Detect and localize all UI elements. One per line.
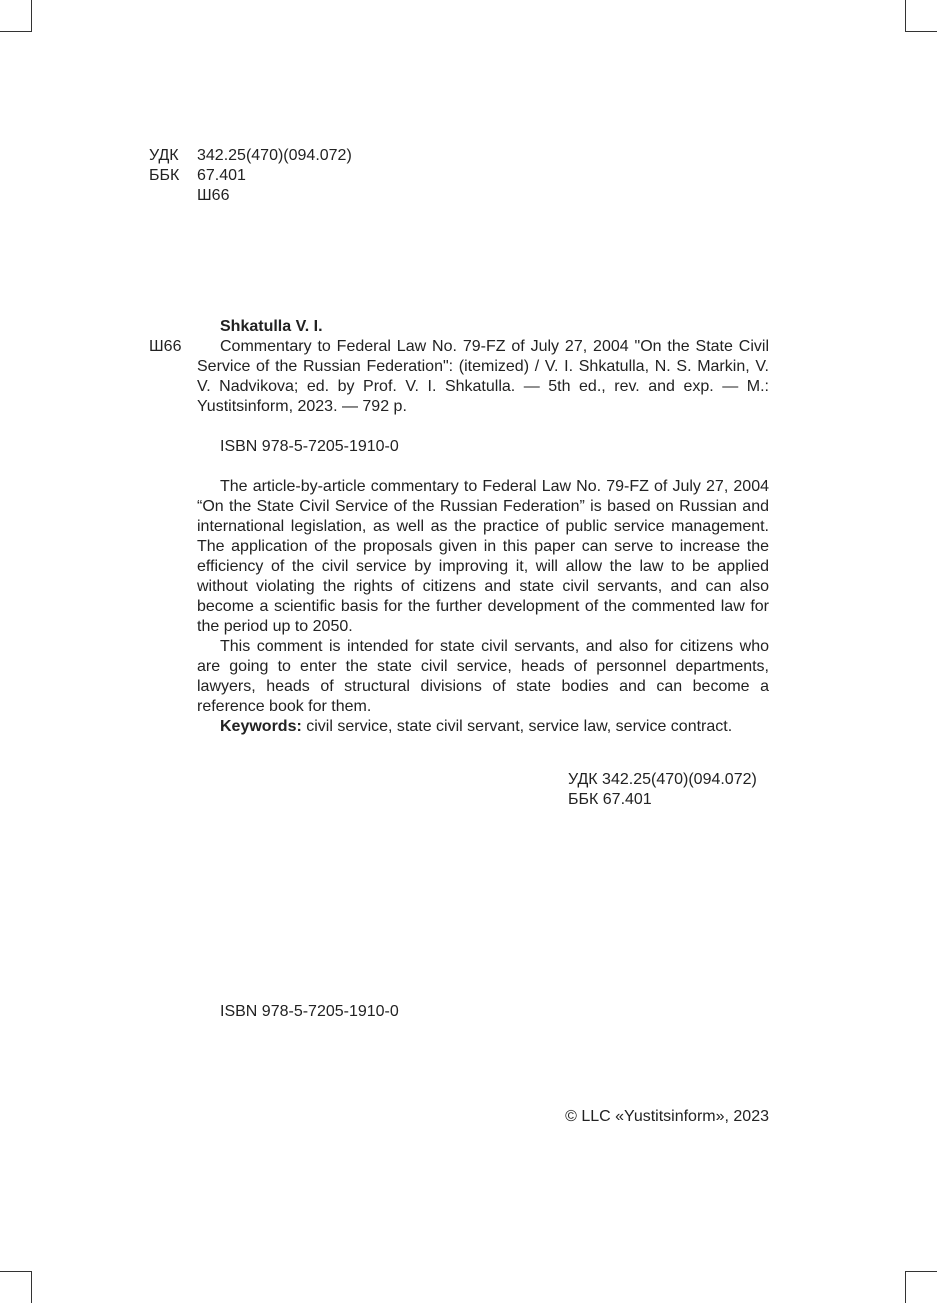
- author-mark: Ш66: [197, 187, 230, 204]
- bibliographic-description: Commentary to Federal Law No. 79-FZ of July 27, 2004 "On the State Civil Service of the Russian Federation": (itemized) / V. I. Shkatulla, N. S. Markin, V. V. Nadvikova; ed. by Prof. V. I. Shkatulla. — 5th ed., rev. and exp. — M.: Yustitsinform, 2023. — 792 p.: [197, 338, 769, 415]
- bbk-value: 67.401: [197, 167, 246, 184]
- classification-block: [149, 146, 352, 206]
- keywords-label: Keywords:: [220, 718, 302, 735]
- author-code: Ш66: [149, 338, 182, 355]
- udk-value: 342.25(470)(094.072): [197, 147, 352, 164]
- udk-row: [149, 146, 352, 166]
- udk-line: УДК 342.25(470)(094.072): [568, 771, 757, 788]
- crop-mark-top-left: [0, 0, 32, 32]
- isbn-bottom: ISBN 978-5-7205-1910-0: [220, 1003, 399, 1020]
- bbk-line: ББК 67.401: [568, 791, 652, 808]
- abstract-paragraph-1: The article-by-article commentary to Federal Law No. 79-FZ of July 27, 2004 “On the State Civil Service of the Russian Federation” is based on Russian and international legislation, as well as the practice of public service management. The application of the proposals given in this paper can serve to increase the efficiency of the civil service by improving it, will allow the law to be applied without violating the rights of citizens and state civil servants, and can also become a scientific basis for the further development of the commented law for the period up to 2050.: [197, 478, 769, 635]
- classification-right: [568, 770, 757, 810]
- isbn: ISBN 978-5-7205-1910-0: [220, 438, 399, 455]
- crop-mark-bottom-left: [0, 1271, 32, 1303]
- abstract-paragraph-2: This comment is intended for state civil servants, and also for citizens who are going to enter the state civil service, heads of personnel departments, lawyers, heads of structural divisions of state bodies and can become a reference book for them.: [197, 638, 769, 715]
- author-mark-row: [149, 186, 352, 206]
- crop-mark-bottom-right: [905, 1271, 937, 1303]
- keywords-line: [197, 717, 769, 737]
- copyright: © LLC «Yustitsinform», 2023: [565, 1108, 769, 1125]
- bbk-row: [149, 166, 352, 186]
- bbk-label: ББК: [149, 167, 180, 184]
- abstract: [197, 477, 769, 737]
- keywords-text: civil service, state civil servant, service law, service contract.: [301, 718, 733, 735]
- author-name: Shkatulla V. I.: [220, 318, 323, 335]
- udk-label: УДК: [149, 147, 179, 164]
- crop-mark-top-right: [905, 0, 937, 32]
